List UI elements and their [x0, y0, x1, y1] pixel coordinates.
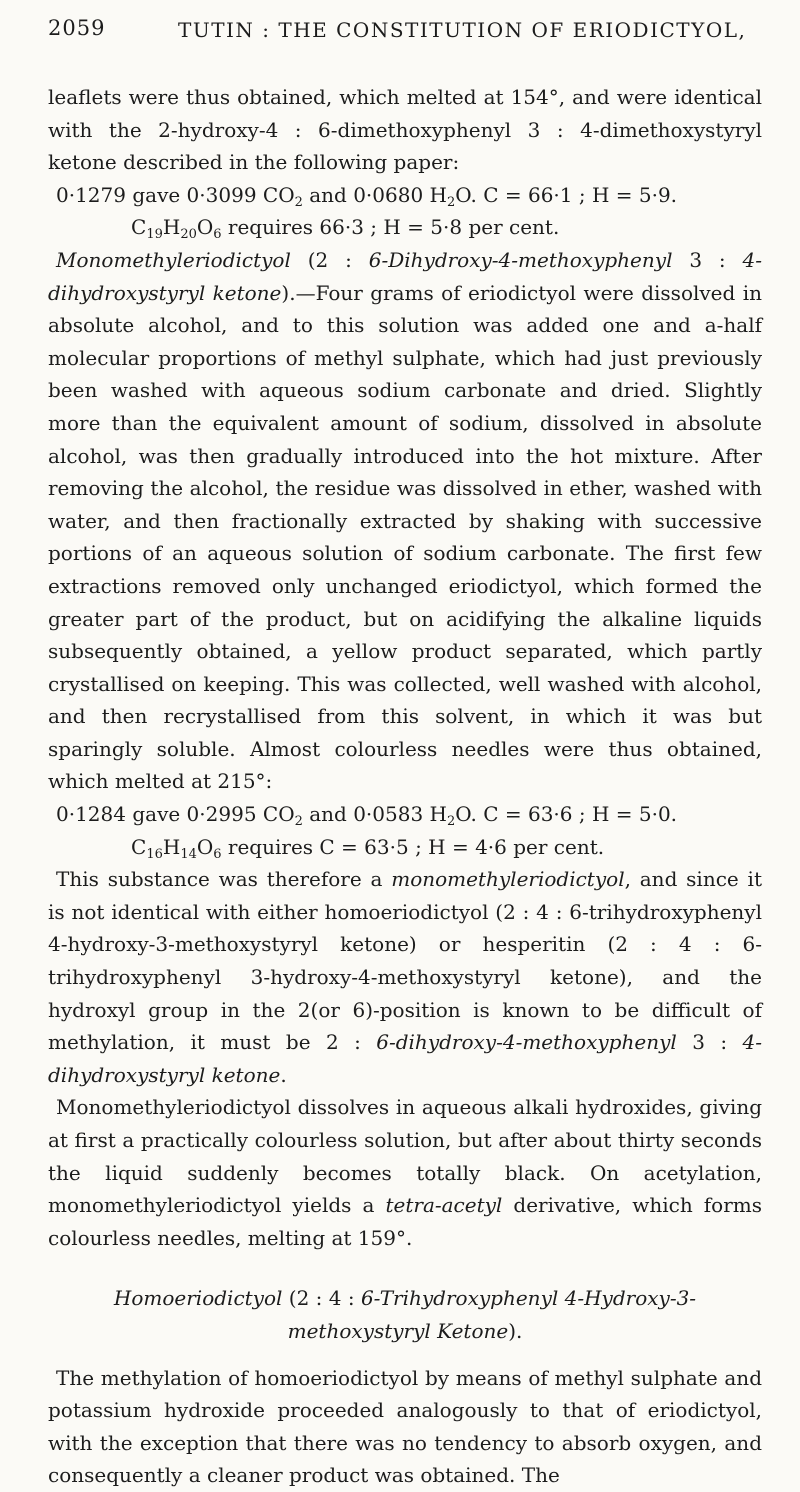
analysis-text: and 0·0680 H	[302, 182, 447, 207]
analysis-text: 0·1279 gave 0·3099 CO	[56, 182, 295, 207]
subscript: 2	[446, 194, 456, 210]
subscript: 19	[146, 227, 163, 243]
paragraph-methylation	[48, 1362, 762, 1492]
formula-text: O	[196, 215, 214, 240]
heading-text: ).	[508, 1318, 523, 1343]
text: 3 :	[676, 1030, 743, 1055]
formula-text: H	[162, 215, 181, 240]
analysis-line-2	[48, 211, 762, 244]
formula-text: H	[162, 834, 181, 859]
subscript: 20	[180, 227, 197, 243]
subscript: 6	[213, 846, 222, 862]
paragraph-properties	[48, 1091, 762, 1254]
subscript: 2	[446, 814, 456, 830]
analysis-line-3	[48, 798, 762, 831]
subscript: 14	[180, 846, 197, 862]
subscript: 16	[146, 846, 163, 862]
paragraph-text: leaflets were thus obtained, which melted at 154°, and were identical with the 2-hydroxy-4 : 6-dimethoxyphenyl 3 : 4-dimethoxystyryl ketone described in the following paper:	[48, 85, 762, 175]
running-title: TUTIN : THE CONSTITUTION OF ERIODICTYOL,	[178, 18, 747, 42]
paragraph-text: —Four grams of eriodictyol were dissolved in absolute alcohol, and to this solution was added one and a-half molecular proportions of methyl sulphate, which had just previously been washed with aqueous sodium carbonate and dried. Slightly more than the equivalent amount of sodium, dissolved in absolute alcohol, was then gradually introduced into the hot mixture. After removing the alcohol, the residue was dissolved in ether, washed with water, and then fractionally extracted by shaking with successive portions of an aqueous solution of sodium carbonate. The first few extractions removed only unchanged eriodictyol, which formed the greater part of the product, but on acidifying the alkaline liquids subsequently obtained, a yellow product separated, which partly crystallised on keeping. This was collected, well washed with alcohol, and then recrystallised from this solvent, in which it was but sparingly soluble. Almost colourless needles were thus obtained, which melted at 215°:	[48, 280, 763, 794]
analysis-line-1	[48, 179, 762, 212]
compound-name: Monomethyleriodictyol	[56, 247, 291, 272]
paragraph-conclusion	[48, 863, 762, 1091]
formula-text: C	[131, 215, 147, 240]
analysis-text: requires 66·3 ; H = 5·8 per cent.	[221, 215, 560, 240]
subscript: 6	[213, 227, 222, 243]
compound-name: 6-dihydroxy-4-methoxyphenyl	[376, 1030, 677, 1055]
analysis-text: O. C = 63·6 ; H = 5·0.	[455, 802, 678, 827]
analysis-text: 0·1284 gave 0·2995 CO	[56, 802, 295, 827]
formula-text: O	[196, 834, 214, 859]
text: .	[280, 1062, 287, 1087]
subscript: 2	[294, 194, 303, 210]
analysis-text: requires C = 63·5 ; H = 4·6 per cent.	[221, 834, 605, 859]
text: (2 :	[290, 247, 369, 272]
text: Monomethyleriodictyol dissolves in aqueous alkali hydroxides, giving at first a practically colourless solution, but after about thirty seconds the liquid suddenly becomes totally black. On acetylation, monomethyleriodictyol yields a	[48, 1095, 762, 1218]
heading-text: 6-Trihydroxyphenyl 4-Hydroxy-3-methoxystyryl Ketone	[287, 1286, 697, 1343]
text: This substance was therefore a	[56, 867, 392, 892]
paragraph-text: The methylation of homoeriodictyol by means of methyl sulphate and potassium hydroxide proceeded analogously to that of eriodictyol, with the exception that there was no tendency to absorb oxygen, and consequently a cleaner product was obtained. The	[48, 1365, 762, 1488]
text: ).	[281, 280, 296, 305]
compound-name: tetra-acetyl	[385, 1193, 503, 1218]
paragraph-leaflets	[48, 81, 762, 179]
formula-text: C	[131, 834, 147, 859]
analysis-text: O. C = 66·1 ; H = 5·9.	[455, 182, 678, 207]
analysis-text: and 0·0583 H	[302, 802, 447, 827]
paragraph-monomethyleriodictyol	[48, 244, 762, 798]
running-header	[0, 0, 800, 56]
compound-name: 4-dihydroxystyryl ketone	[48, 1030, 762, 1087]
compound-name: 4-dihydroxystyryl ketone	[48, 247, 762, 305]
section-heading-homoeriodictyol	[48, 1282, 762, 1347]
heading-text: (2 : 4 :	[282, 1286, 361, 1311]
compound-name: 6-Dihydroxy-4-methoxyphenyl	[368, 247, 673, 272]
page-number: 2059	[48, 16, 106, 40]
heading-text: Homoeriodictyol	[113, 1286, 283, 1311]
text: , and since it is not identical with either homoeriodictyol (2 : 4 : 6-trihydroxyphenyl 4-hydroxy-3-methoxystyryl ketone) or hesperitin (2 : 4 : 6-trihydroxyphenyl 3-hydroxy-4-methoxystyryl ketone), and the hydroxyl group in the 2(or 6)-position is known to be difficult of methylation, it must be 2 :	[48, 867, 762, 1055]
compound-name: monomethyleriodictyol	[391, 867, 625, 892]
text: 3 :	[672, 247, 743, 272]
text: derivative, which forms colourless needles, melting at 159°.	[48, 1193, 763, 1250]
subscript: 2	[294, 814, 303, 830]
analysis-line-4	[48, 831, 762, 864]
